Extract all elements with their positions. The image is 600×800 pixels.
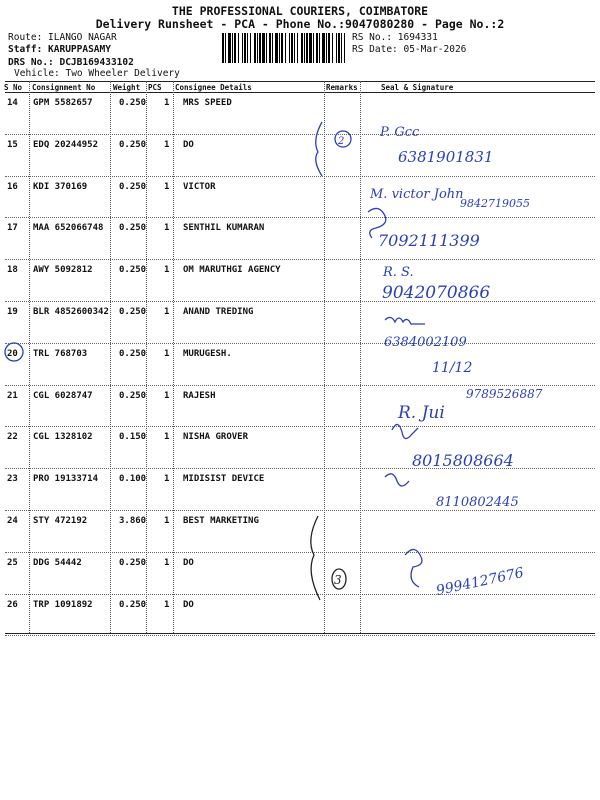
table-header xyxy=(5,82,595,93)
barcode-bar xyxy=(316,33,318,63)
barcode-bar xyxy=(232,33,233,63)
row-consignee: DO xyxy=(183,557,194,568)
barcode-bar xyxy=(304,33,305,63)
row-consignee: MIDISIST DEVICE xyxy=(183,474,265,485)
row-pcs: 1 xyxy=(164,181,170,192)
row-sno: 24 xyxy=(7,515,18,526)
row-sno: 17 xyxy=(7,223,18,234)
col-details: Consignee Details xyxy=(175,83,252,92)
row-weight: 0.250 xyxy=(119,223,147,234)
row-weight: 0.250 xyxy=(119,98,147,108)
barcode-bar xyxy=(244,33,246,63)
row-consignee: MURUGESH. xyxy=(183,348,232,359)
col-weight: Weight xyxy=(113,83,141,92)
barcode-bar xyxy=(247,33,248,63)
row-consignee: RAJESH xyxy=(183,390,216,401)
barcode-bar xyxy=(257,33,258,63)
row-sno: 25 xyxy=(7,557,18,568)
row-weight: 0.250 xyxy=(119,181,147,192)
row-consignment-no: BLR 4852600342 xyxy=(33,306,109,317)
barcode-bar xyxy=(275,33,278,63)
handwritten-phone-22: 8015808664 xyxy=(412,451,514,470)
row-sno: 26 xyxy=(7,599,18,610)
table-row xyxy=(5,302,595,344)
row-pcs: 1 xyxy=(164,599,170,610)
row-weight: 0.250 xyxy=(119,306,147,317)
row-pcs: 1 xyxy=(164,98,170,108)
row-consignee: NISHA GROVER xyxy=(183,432,249,443)
table-bottom-rule xyxy=(5,633,595,634)
col-consignment: Consignment No xyxy=(32,83,96,92)
barcode-bar xyxy=(301,33,303,63)
barcode-bar xyxy=(309,33,312,63)
table-row xyxy=(5,218,595,260)
col-divider xyxy=(110,81,111,633)
row-consignment-no: DDG 54442 xyxy=(33,557,82,568)
row-consignment-no: EDQ 20244952 xyxy=(33,139,99,150)
row-consignment-no: TRL 768703 xyxy=(33,348,88,359)
row-consignment-no: CGL 6028747 xyxy=(33,390,93,401)
handwritten-signature-15: P. Gcc xyxy=(380,125,420,140)
handwritten-signature-21: R. Jui xyxy=(398,403,445,423)
row-consignee: DO xyxy=(183,599,194,610)
table-row xyxy=(5,553,595,595)
row-pcs: 1 xyxy=(164,265,170,276)
barcode-bar xyxy=(250,33,251,63)
row-pcs: 1 xyxy=(164,474,170,485)
row-pcs: 1 xyxy=(164,432,170,443)
barcode-bar xyxy=(279,33,280,63)
row-consignment-no: MAA 652066748 xyxy=(33,223,104,234)
table-row xyxy=(5,260,595,302)
row-consignment-no: KDI 370169 xyxy=(33,181,88,192)
barcode-bar xyxy=(338,33,340,63)
row-sno: 15 xyxy=(7,139,18,150)
runsheet-table xyxy=(5,81,595,636)
row-sno: 22 xyxy=(7,432,18,443)
barcode-bar xyxy=(336,33,337,63)
barcode-bar xyxy=(259,33,261,63)
barcode-bar xyxy=(313,33,314,63)
row-pcs: 1 xyxy=(164,515,170,526)
row-sno: 14 xyxy=(7,98,18,108)
barcode xyxy=(222,33,348,63)
barcode-bar xyxy=(272,33,273,63)
col-seal: Seal & Signature xyxy=(381,83,454,92)
barcode-bar xyxy=(228,33,231,63)
row-consignee: MRS SPEED xyxy=(183,98,232,108)
handwritten-phone-19: 6384002109 xyxy=(384,335,467,350)
row-weight: 0.250 xyxy=(119,390,147,401)
barcode-bar xyxy=(242,33,243,63)
row-pcs: 1 xyxy=(164,306,170,317)
row-consignment-no: PRO 19133714 xyxy=(33,474,99,485)
table-row xyxy=(5,344,595,386)
row-consignment-no: CGL 1328102 xyxy=(33,432,93,443)
table-row xyxy=(5,511,595,553)
handwritten-phone-25: 9994127676 xyxy=(434,564,526,600)
barcode-bar xyxy=(225,33,226,63)
row-sno: 23 xyxy=(7,474,18,485)
row-pcs: 1 xyxy=(164,348,170,359)
row-weight: 3.860 xyxy=(119,515,147,526)
row-sno: 16 xyxy=(7,181,18,192)
barcode-bar xyxy=(234,33,236,63)
barcode-bar xyxy=(289,33,290,63)
barcode-bar xyxy=(291,33,293,63)
vehicle-label: Vehicle: Two Wheeler Delivery xyxy=(14,68,180,79)
row-pcs: 1 xyxy=(164,390,170,401)
barcode-bar xyxy=(326,33,327,63)
barcode-bar xyxy=(322,33,325,63)
col-remarks: Remarks xyxy=(326,83,358,92)
handwritten-signature-18: R. S. xyxy=(383,265,414,280)
drs-label: DRS No.: DCJB169433102 xyxy=(8,57,134,68)
remark-count-1: 2 xyxy=(338,136,345,147)
col-divider xyxy=(360,81,361,633)
table-row xyxy=(5,427,595,469)
barcode-bar xyxy=(269,33,271,63)
row-weight: 0.250 xyxy=(119,557,147,568)
row-pcs: 1 xyxy=(164,223,170,234)
row-weight: 0.150 xyxy=(119,432,147,443)
barcode-bar xyxy=(285,33,286,63)
col-sno: S No xyxy=(4,83,23,92)
barcode-bar xyxy=(294,33,295,63)
row-consignee: DO xyxy=(183,139,194,150)
barcode-bar xyxy=(281,33,283,63)
rs-date: RS Date: 05-Mar-2026 xyxy=(352,44,467,55)
row-consignee: BEST MARKETING xyxy=(183,515,259,526)
row-weight: 0.250 xyxy=(119,348,147,359)
row-weight: 0.250 xyxy=(119,265,147,276)
row-pcs: 1 xyxy=(164,557,170,568)
row-consignment-no: TRP 1091892 xyxy=(33,599,93,610)
table-row xyxy=(5,386,595,428)
barcode-bar xyxy=(332,33,333,63)
table-body xyxy=(5,93,595,636)
handwritten-phone-21: 9789526887 xyxy=(466,387,543,401)
table-row xyxy=(5,595,595,637)
col-divider xyxy=(29,81,30,633)
handwritten-phone-18: 9042070866 xyxy=(382,283,491,303)
handwritten-phone-16: 9842719055 xyxy=(460,197,530,210)
table-row xyxy=(5,177,595,219)
row-sno: 21 xyxy=(7,390,18,401)
row-consignee: VICTOR xyxy=(183,181,216,192)
table-row xyxy=(5,469,595,511)
company-title: THE PROFESSIONAL COURIERS, COIMBATORE xyxy=(171,4,429,18)
barcode-bar xyxy=(254,33,256,63)
col-divider xyxy=(324,81,325,633)
handwritten-signature-16: M. victor John xyxy=(370,187,464,202)
barcode-bar xyxy=(319,33,320,63)
barcode-bar xyxy=(306,33,308,63)
row-consignment-no: STY 472192 xyxy=(33,515,88,526)
table-row xyxy=(5,135,595,177)
rs-number: RS No.: 1694331 xyxy=(352,32,438,43)
runsheet-title: Delivery Runsheet - PCA - Phone No.:9047080280 - Page No.:2 xyxy=(95,17,505,31)
table-row xyxy=(5,93,595,135)
handwritten-phone-23: 8110802445 xyxy=(436,495,519,510)
barcode-bar xyxy=(297,33,298,63)
row-consignee: SENTHIL KUMARAN xyxy=(183,223,265,234)
barcode-bar xyxy=(266,33,267,63)
row-weight: 0.100 xyxy=(119,474,147,485)
row-weight: 0.250 xyxy=(119,139,147,150)
barcode-bar xyxy=(328,33,330,63)
row-consignment-no: AWY 5092812 xyxy=(33,265,93,276)
row-sno: 18 xyxy=(7,265,18,276)
barcode-bar xyxy=(238,33,239,63)
row-consignment-no: GPM 5582657 xyxy=(33,98,93,108)
barcode-bar xyxy=(222,33,224,63)
row-consignee: OM MARUTHGI AGENCY xyxy=(183,265,281,276)
barcode-bar xyxy=(341,33,342,63)
row-sno: 19 xyxy=(7,306,18,317)
row-weight: 0.250 xyxy=(119,599,147,610)
barcode-bar xyxy=(262,33,265,63)
col-pcs: PCS xyxy=(148,83,162,92)
staff-label: Staff: KARUPPASAMY xyxy=(8,44,111,55)
route-label: Route: ILANGO NAGAR xyxy=(8,32,117,43)
row-sno: 20 xyxy=(7,348,18,359)
row-consignee: ANAND TREDING xyxy=(183,306,254,317)
row-pcs: 1 xyxy=(164,139,170,150)
col-divider xyxy=(146,81,147,633)
handwritten-phone-15: 6381901831 xyxy=(398,148,494,166)
barcode-bar xyxy=(344,33,345,63)
col-divider xyxy=(173,81,174,633)
handwritten-note-20: 11/12 xyxy=(432,360,473,376)
handwritten-phone-17: 7092111399 xyxy=(378,231,480,250)
remark-count-2: 3 xyxy=(334,573,342,587)
